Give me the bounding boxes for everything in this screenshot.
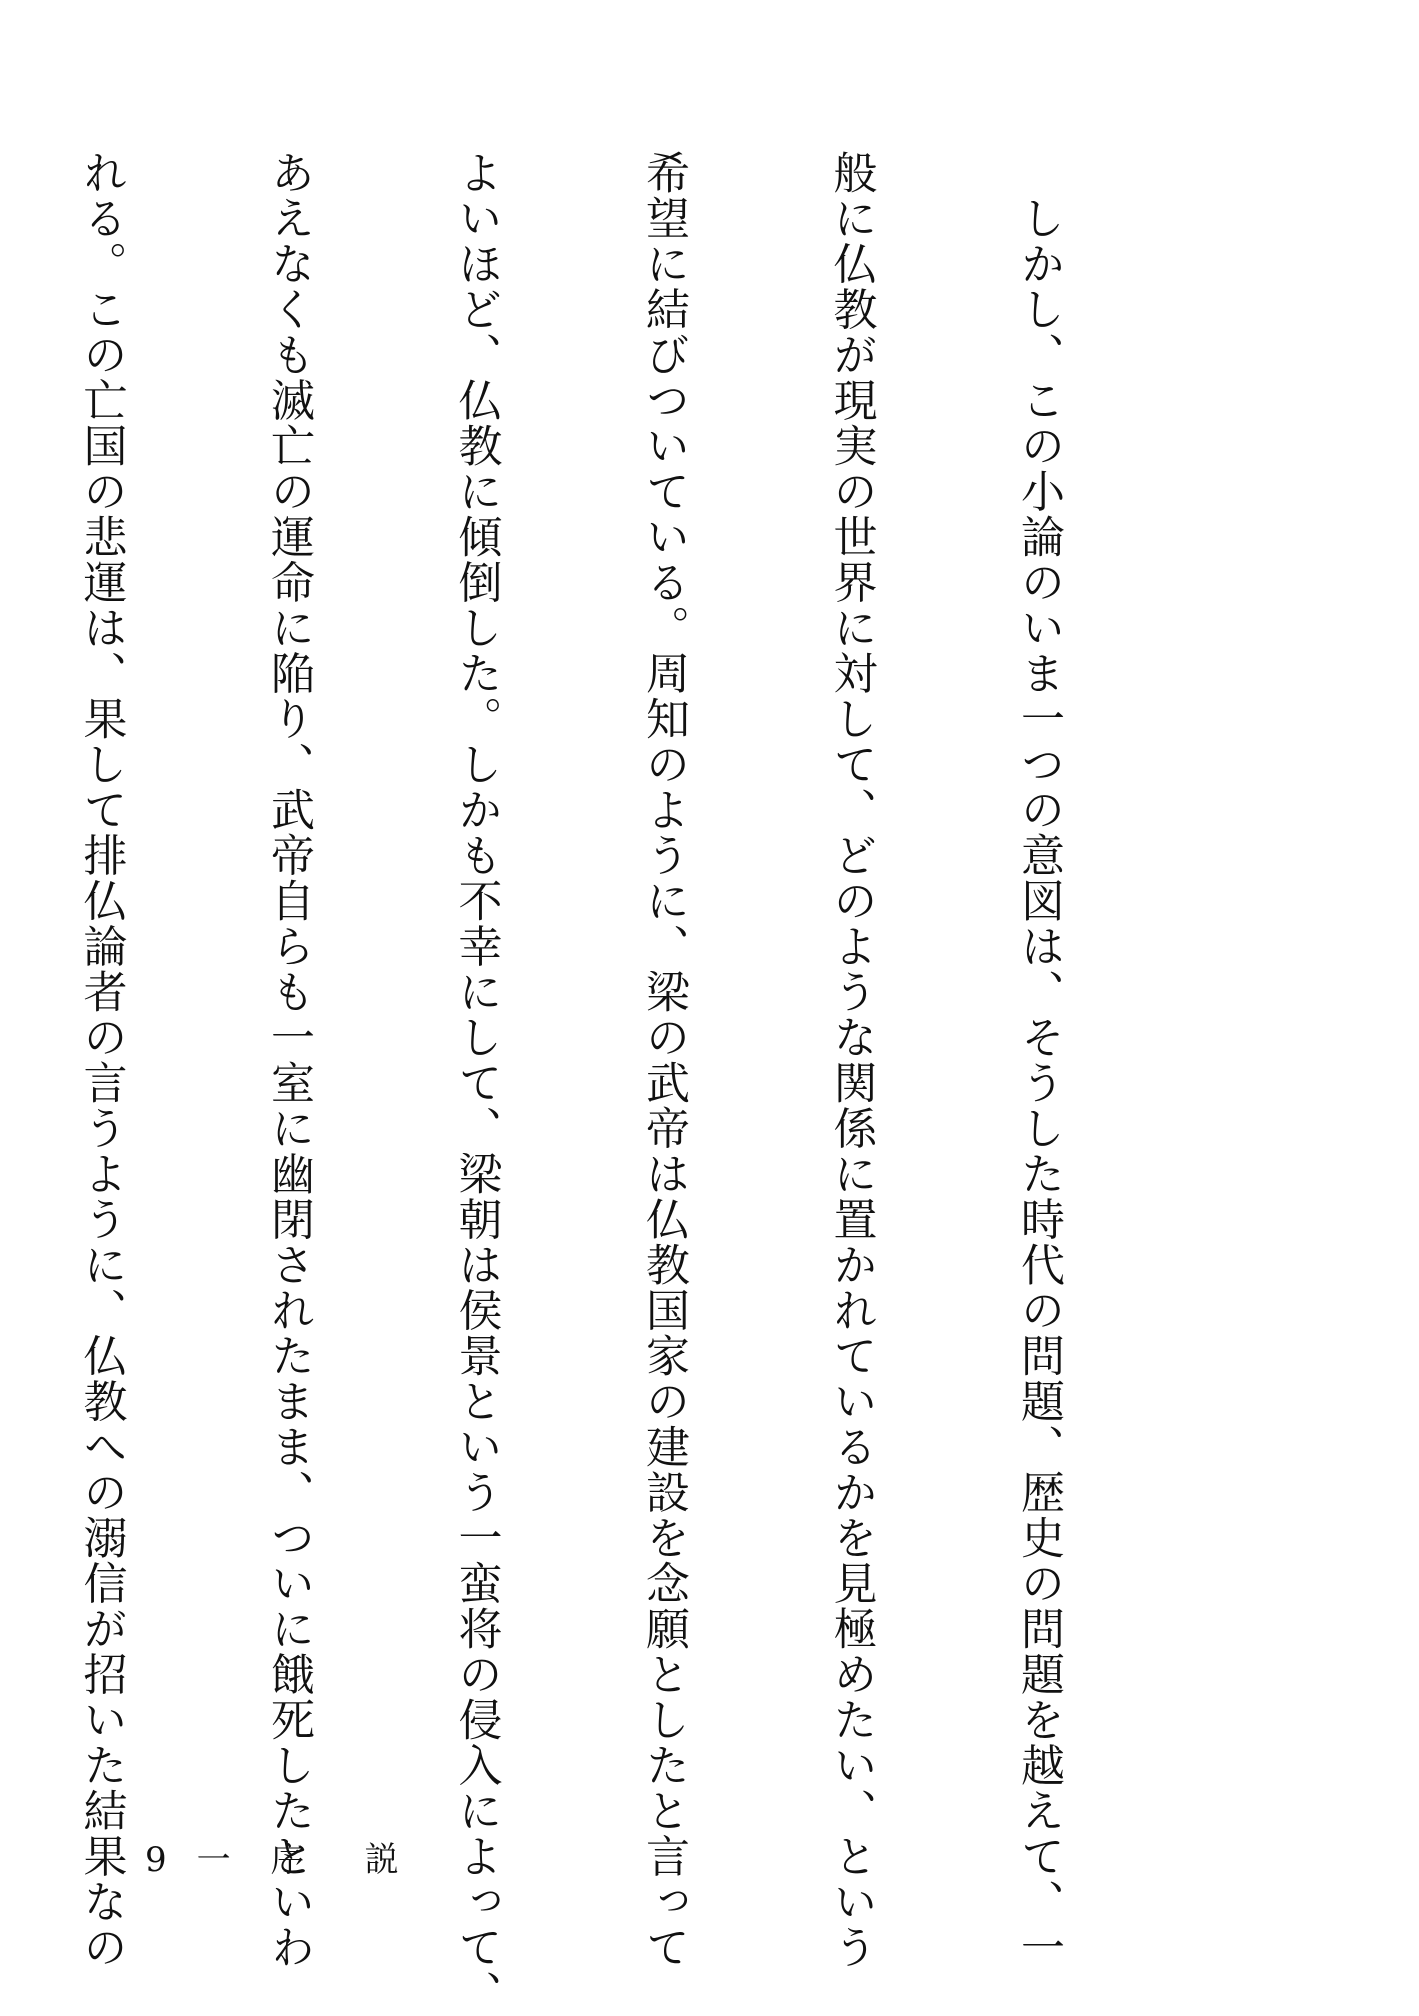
text-column: よいほど、仏教に傾倒した。しかも不幸にして、梁朝は侯景という一蛮将の侵入によって、 [450,150,502,2016]
running-head: 序説 [270,1840,459,1880]
text-column: 希望に結びついている。周知のように、梁の武帝は仏教国家の建設を念願としたと言って [638,150,689,1970]
text-column: しかし、この小論のいま一つの意図は、そうした時代の問題、歴史の問題を越えて、一 [1013,150,1064,1970]
page-number: 9 [145,1840,167,1880]
text-column: 般に仏教が現実の世界に対して、どのような関係に置かれているかを見極めたい、という [825,150,877,1970]
folio-dash: 一 [196,1840,231,1880]
text-column: れる。この亡国の悲運は、果して排仏論者の言うように、仏教への溺信が招いた結果なの [75,150,127,1970]
text-column: あえなくも滅亡の運命に陥り、武帝自らも一室に幽閉されたまま、ついに餓死したといわ [263,150,314,1970]
page-footer [145,1840,459,1880]
